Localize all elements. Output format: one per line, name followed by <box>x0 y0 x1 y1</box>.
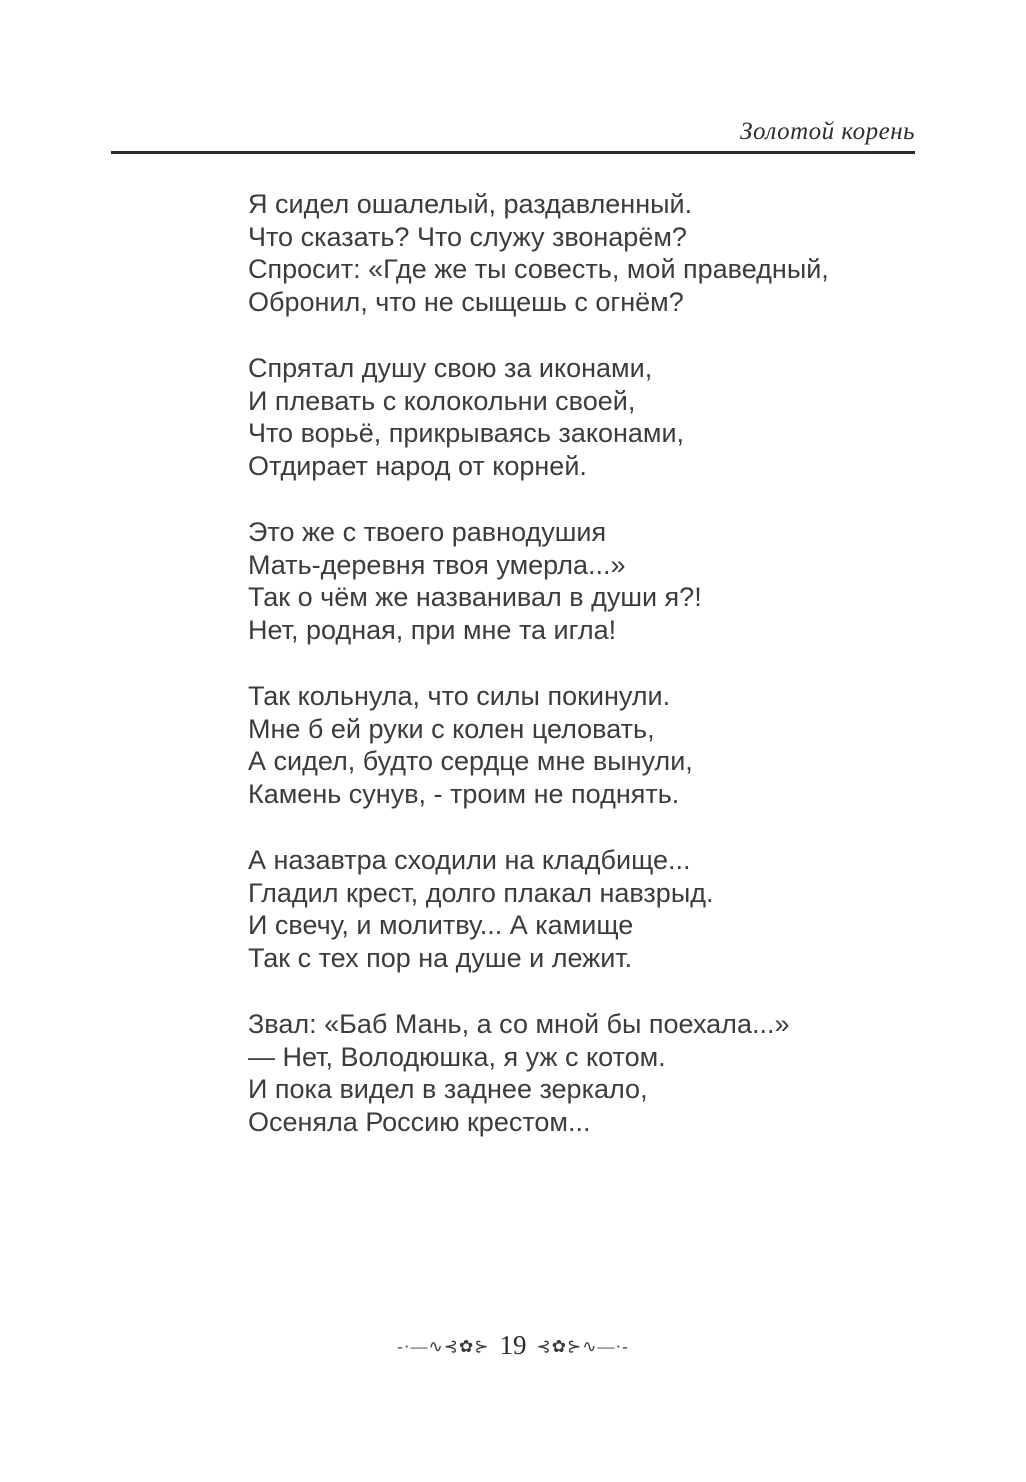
poem-line: И пока видел в заднее зеркало, <box>248 1074 648 1104</box>
footer-ornament-right: ⊰✿⊱∿—·- <box>536 1337 629 1356</box>
page-footer <box>0 1330 1026 1361</box>
poem-line: Что сказать? Что служу звонарём? <box>248 221 687 252</box>
poem-line: Нет, родная, при мне та игла! <box>248 614 617 645</box>
stanza <box>248 1008 966 1138</box>
stanza <box>248 352 966 482</box>
stanza <box>248 188 966 318</box>
poem-line: Так о чём же названивал в души я?! <box>248 582 702 612</box>
poem-line: Звал: «Баб Мань, а со мной бы поехала...» <box>248 1009 790 1039</box>
poem-line: Спросит: «Где же ты совесть, мой праведный, <box>248 254 829 284</box>
poem-line: Обронил, что не сыщешь с огнём? <box>248 286 684 317</box>
stanza <box>248 516 966 646</box>
poem-line: А назавтра сходили на кладбище... <box>248 845 691 875</box>
poem-line: — Нет, Володюшка, я уж с котом. <box>248 1041 666 1072</box>
poem-line: И плевать с колокольни своей, <box>248 385 636 416</box>
poem-line: Это же с твоего равнодушия <box>248 517 607 547</box>
poem-body <box>248 188 966 1172</box>
page-number: 19 <box>499 1330 527 1360</box>
poem-line: Осеняла Россию крестом... <box>248 1106 591 1137</box>
poem-line: Гладил крест, долго плакал навзрыд. <box>248 877 714 908</box>
stanza <box>248 680 966 810</box>
poem-line: А сидел, будто сердце мне вынули, <box>248 746 693 776</box>
poem-line: Отдирает народ от корней. <box>248 450 587 481</box>
poem-line: Камень сунув, - троим не поднять. <box>248 778 680 809</box>
poem-line: Мать-деревня твоя умерла...» <box>248 549 626 580</box>
running-header <box>111 118 915 154</box>
poem-line: Я сидел ошалелый, раздавленный. <box>248 189 693 219</box>
poem-line: Что ворьё, прикрываясь законами, <box>248 418 685 448</box>
poem-line: Мне б ей руки с колен целовать, <box>248 713 655 744</box>
stanza <box>248 844 966 974</box>
header-title: Золотой корень <box>740 118 915 145</box>
poem-line: Спрятал душу свою за иконами, <box>248 353 653 383</box>
poem-line: И свечу, и молитву... А камище <box>248 910 634 940</box>
footer-ornament-left: -·—∿⊰✿⊱ <box>397 1337 490 1356</box>
poem-line: Так с тех пор на душе и лежит. <box>248 942 633 973</box>
poem-line: Так кольнула, что силы покинули. <box>248 681 671 711</box>
